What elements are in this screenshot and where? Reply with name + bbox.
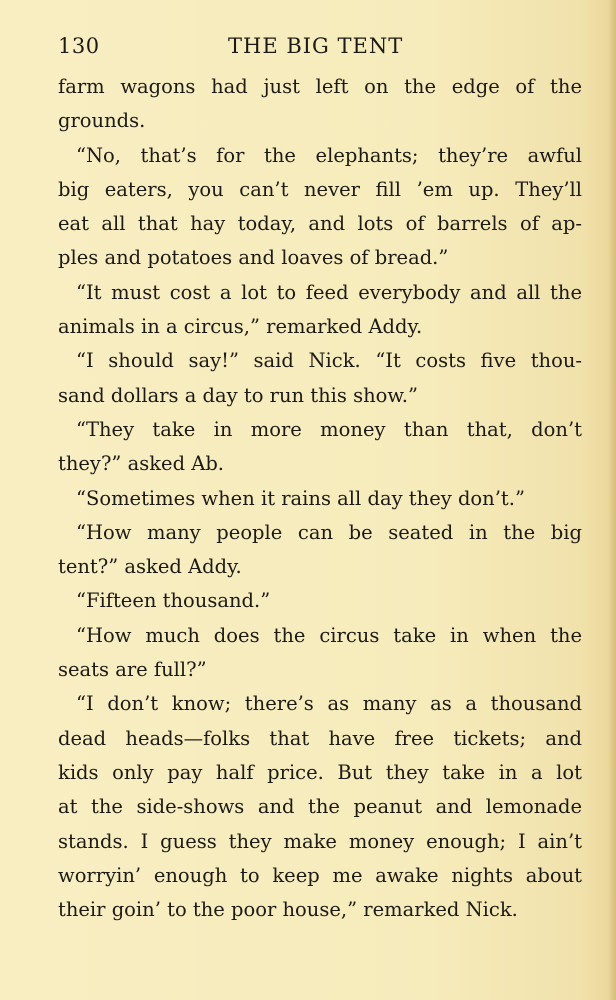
text-line: “Sometimes when it rains all day they don’t.”: [76, 486, 525, 510]
text-line: “Fifteen thousand.”: [76, 589, 271, 613]
text-line: sand dollars a day to run this show.”: [58, 383, 418, 407]
text-line: kids only pay half price. But they take in a lot: [58, 760, 582, 784]
text-line: “How many people can be seated in the big: [76, 520, 582, 544]
page-header: [58, 34, 582, 64]
text-line: seats are full?”: [58, 658, 207, 682]
text-line: “How much does the circus take in when the: [76, 623, 582, 647]
text-line: animals in a circus,” remarked Addy.: [58, 315, 423, 339]
text-line: “It must cost a lot to feed everybody and all the: [76, 280, 582, 304]
text-line: “No, that’s for the elephants; they’re awful: [76, 143, 582, 167]
text-line: dead heads—folks that have free tickets; and: [58, 726, 582, 750]
text-line: they?” asked Ab.: [58, 452, 225, 476]
body-text: [58, 70, 582, 927]
text-line: farm wagons had just left on the edge of the: [58, 75, 582, 98]
text-line: ples and potatoes and loaves of bread.”: [58, 246, 449, 270]
page-edge-shadow: [608, 0, 616, 1000]
text-line: “I should say!” said Nick. “It costs five thou-: [76, 349, 582, 373]
text-line: worryin’ enough to keep me awake nights about: [58, 863, 582, 887]
text-line: at the side-shows and the peanut and lemonade: [58, 795, 582, 819]
text-line: eat all that hay today, and lots of barrels of ap-: [58, 212, 582, 236]
text-line: tent?” asked Addy.: [58, 555, 242, 579]
running-title: THE BIG TENT: [228, 34, 404, 58]
page-number: 130: [58, 34, 100, 58]
text-line: their goin’ to the poor house,” remarked Nick.: [58, 898, 518, 922]
text-line: big eaters, you can’t never fill ’em up. They’ll: [58, 177, 582, 201]
text-line: “I don’t know; there’s as many as a thousand: [76, 692, 582, 716]
text-line: grounds.: [58, 109, 146, 133]
text-line: stands. I guess they make money enough; I ain’t: [58, 829, 582, 853]
text-line: “They take in more money than that, don’t: [76, 417, 582, 441]
